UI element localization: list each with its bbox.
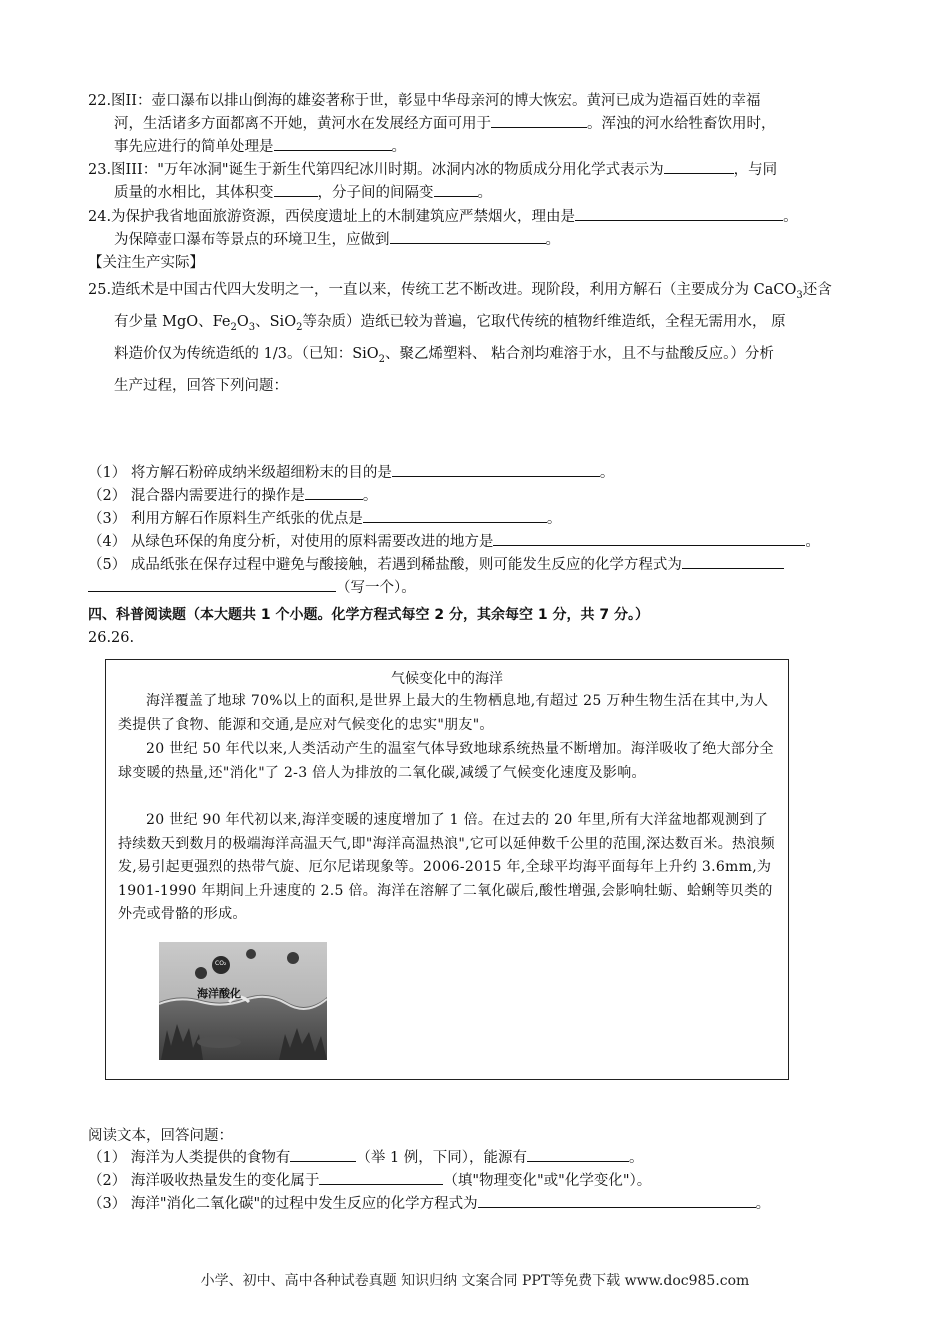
q24-line1b: 。 xyxy=(783,209,798,225)
q25-sub-2-end: 。 xyxy=(362,488,378,504)
q23-line2b: ，分子间的间隔变 xyxy=(317,185,434,201)
q22-line3a: 事先应进行的简单处理是 xyxy=(114,139,274,155)
question-25 xyxy=(88,277,873,399)
q25-sub-2 xyxy=(88,485,878,508)
q23-line1a: 23.图III："万年冰洞"诞生于新生代第四纪冰川时期。冰洞内冰的物质成分用化学式表示为 xyxy=(88,162,664,178)
q22-line3b: 。 xyxy=(391,139,406,155)
q25-sub-2-text: （2） 混合器内需要进行的操作是 xyxy=(88,488,305,504)
q24-line2b: 。 xyxy=(545,232,560,248)
q24-line2a: 为保障壶口瀑布等景点的环境卫生，应做到 xyxy=(114,232,390,248)
q25-sub-1-blank[interactable] xyxy=(392,462,600,477)
q26-sub-1-end: 。 xyxy=(629,1150,644,1166)
q26-sub-2-blank[interactable] xyxy=(319,1170,443,1185)
q25-sub-3-end: 。 xyxy=(546,511,562,527)
q25-sub-5 xyxy=(88,554,878,577)
ocean-acidification-image xyxy=(159,942,327,1060)
section-focus-production: 【关注生产实际】 xyxy=(88,255,204,271)
q25-sub-2-blank[interactable] xyxy=(305,485,363,500)
q26-sub-3-end: 。 xyxy=(755,1196,771,1212)
q25-sub-1 xyxy=(88,462,878,485)
q25-line3: 料造价仅为传统造纸的 1/3。（已知：SiO xyxy=(114,345,379,362)
q25-line2a: 有少量 MgO、Fe xyxy=(114,313,231,330)
article-title: 气候变化中的海洋 xyxy=(391,671,503,687)
article-paragraph-2: 20 世纪 50 年代以来,人类活动产生的温室气体导致地球系统热量不断增加。海洋吸收了绝大部分全球变暖的热量,还"消化"了 2-3 倍人为排放的二氧化碳,减缓了气候变化速度及影响。 xyxy=(118,741,774,781)
ocean-acidification-label: 海洋酸化 xyxy=(197,987,241,1000)
q25-sub-5-blank[interactable] xyxy=(682,554,784,569)
q25-sub-5-blank-2[interactable] xyxy=(88,577,336,592)
q26-sub-2-end: （填"物理变化"或"化学变化"）。 xyxy=(443,1173,652,1189)
q25-line4: 生产过程，回答下列问题： xyxy=(114,377,288,394)
q25-sub-1-end: 。 xyxy=(599,465,615,481)
q22-blank-2[interactable] xyxy=(274,136,392,151)
q24-line1a: 24.为保护我省地面旅游资源，西侯度遗址上的木制建筑应严禁烟火，理由是 xyxy=(88,209,576,225)
q25-sub-1-text: （1） 将方解石粉碎成纳米级超细粉末的目的是 xyxy=(88,465,392,481)
q25-sub-sio2: 2 xyxy=(296,321,303,333)
q26-sub-3-text: （3） 海洋"消化二氧化碳"的过程中发生反应的化学方程式为 xyxy=(88,1196,478,1212)
ocean-acidification-illustration xyxy=(159,942,327,1060)
q26-sub-1-mid: （举 1 例，下同），能源有 xyxy=(356,1150,528,1166)
question-26-number: 26.26. xyxy=(88,630,135,646)
q25-line2d: 等杂质）造纸已较为普遍，它取代传统的植物纤维造纸，全程无需用水， 原 xyxy=(302,313,786,330)
q26-sub-3 xyxy=(88,1193,878,1216)
q22-line2b: 。浑浊的河水给牲畜饮用时， xyxy=(587,116,776,132)
q25-line1-end: 还含 xyxy=(802,282,832,298)
q25-sub-4-text: （4） 从绿色环保的角度分析，对使用的原料需要改进的地方是 xyxy=(88,534,494,550)
q25-sub-4-blank[interactable] xyxy=(493,531,805,546)
q26-sub-2 xyxy=(88,1170,878,1193)
q22-blank-1[interactable] xyxy=(491,113,587,128)
q26-sub-2-text: （2） 海洋吸收热量发生的变化属于 xyxy=(88,1173,320,1189)
q26-sub-1 xyxy=(88,1147,878,1170)
q22-line2a: 河，生活诸多方面都离不开她，黄河水在发展经方面可用于 xyxy=(114,116,491,132)
q25-sub-o3: 3 xyxy=(248,321,256,333)
q25-line2c: 、SiO xyxy=(255,313,297,330)
q24-blank-2[interactable] xyxy=(390,229,546,244)
q25-sub-4 xyxy=(88,531,878,554)
q26-sub-3-blank[interactable] xyxy=(478,1193,756,1208)
q23-blank-3[interactable] xyxy=(434,182,478,197)
q22-line1: 22.图II：壶口瀑布以排山倒海的雄姿著称于世，彰显中华母亲河的博大恢宏。黄河已成为造福百姓的幸福 xyxy=(88,93,761,109)
q25-sub-5-line2 xyxy=(88,577,878,600)
q25-sub-3: 3 xyxy=(796,289,803,301)
q23-line1b: ，与同 xyxy=(733,162,778,178)
q25-sub-3 xyxy=(88,508,878,531)
section-4-title: 四、科普阅读题（本大题共 1 个小题。化学方程式每空 2 分，其余每空 1 分，共 7 分。） xyxy=(88,607,649,623)
reading-intro: 阅读文本，回答问题： xyxy=(88,1128,233,1144)
question-23 xyxy=(88,159,868,205)
q23-blank-1[interactable] xyxy=(664,159,734,174)
q25-sub-3-blank[interactable] xyxy=(363,508,547,523)
q25-sub-fe2: 2 xyxy=(230,321,237,333)
q26-sub-1-text: （1） 海洋为人类提供的食物有 xyxy=(88,1150,291,1166)
q25-line2b: O xyxy=(236,313,249,330)
q25-sub-3-text: （3） 利用方解石作原料生产纸张的优点是 xyxy=(88,511,363,527)
article-paragraph-3: 20 世纪 90 年代初以来,海洋变暖的速度增加了 1 倍。在过去的 20 年里,所有大洋盆地都观测到了持续数天到数月的极端海洋高温天气,即"海洋高温热浪",它可以延伸数千公里的范围,深达数百米。热浪频发,易引起更强烈的热带气旋、厄尔尼诺现象等。2006-2015 年,全球平均海平面每年上升约 3.6mm,为 1901-1990 年期间上升速度的 2.5 倍。海洋在溶解了二氧化碳后,酸性增强,会影响牡蛎、蛤蜊等贝类的外壳或骨骼的形成。 xyxy=(118,812,775,922)
q23-line2a: 质量的水相比，其体积变 xyxy=(114,185,274,201)
question-24 xyxy=(88,206,868,252)
q25-sub-4-end: 。 xyxy=(805,534,820,550)
q24-blank-1[interactable] xyxy=(575,206,783,221)
q25-line3-end: 、聚乙烯塑料、 粘合剂均难溶于水，且不与盐酸反应。）分析 xyxy=(385,345,774,362)
q26-sub-1-blank-2[interactable] xyxy=(527,1147,629,1162)
article-paragraph-1: 海洋覆盖了地球 70%以上的面积,是世界上最大的生物栖息地,有超过 25 万种生物生活在其中,为人类提供了食物、能源和交通,是应对气候变化的忠实"朋友"。 xyxy=(118,693,769,733)
q26-sub-1-blank-1[interactable] xyxy=(290,1147,356,1162)
page-footer: 小学、初中、高中各种试卷真题 知识归纳 文案合同 PPT等免费下载 www.doc985.com xyxy=(200,1273,750,1289)
q25-sub-5-text: （5） 成品纸张在保存过程中避免与酸接触，若遇到稀盐酸，则可能发生反应的化学方程式为 xyxy=(88,557,682,573)
co2-bubble-label: CO₂ xyxy=(215,960,227,967)
q25-line1: 25.造纸术是中国古代四大发明之一，一直以来，传统工艺不断改进。现阶段，利用方解石（主要成分为 CaCO xyxy=(88,282,797,298)
q25-sub-5-note: （写一个）。 xyxy=(336,580,416,596)
q23-blank-2[interactable] xyxy=(274,182,318,197)
q23-line2c: 。 xyxy=(477,185,492,201)
q25-sub-sio2-b: 2 xyxy=(378,353,386,365)
question-22 xyxy=(88,90,868,159)
